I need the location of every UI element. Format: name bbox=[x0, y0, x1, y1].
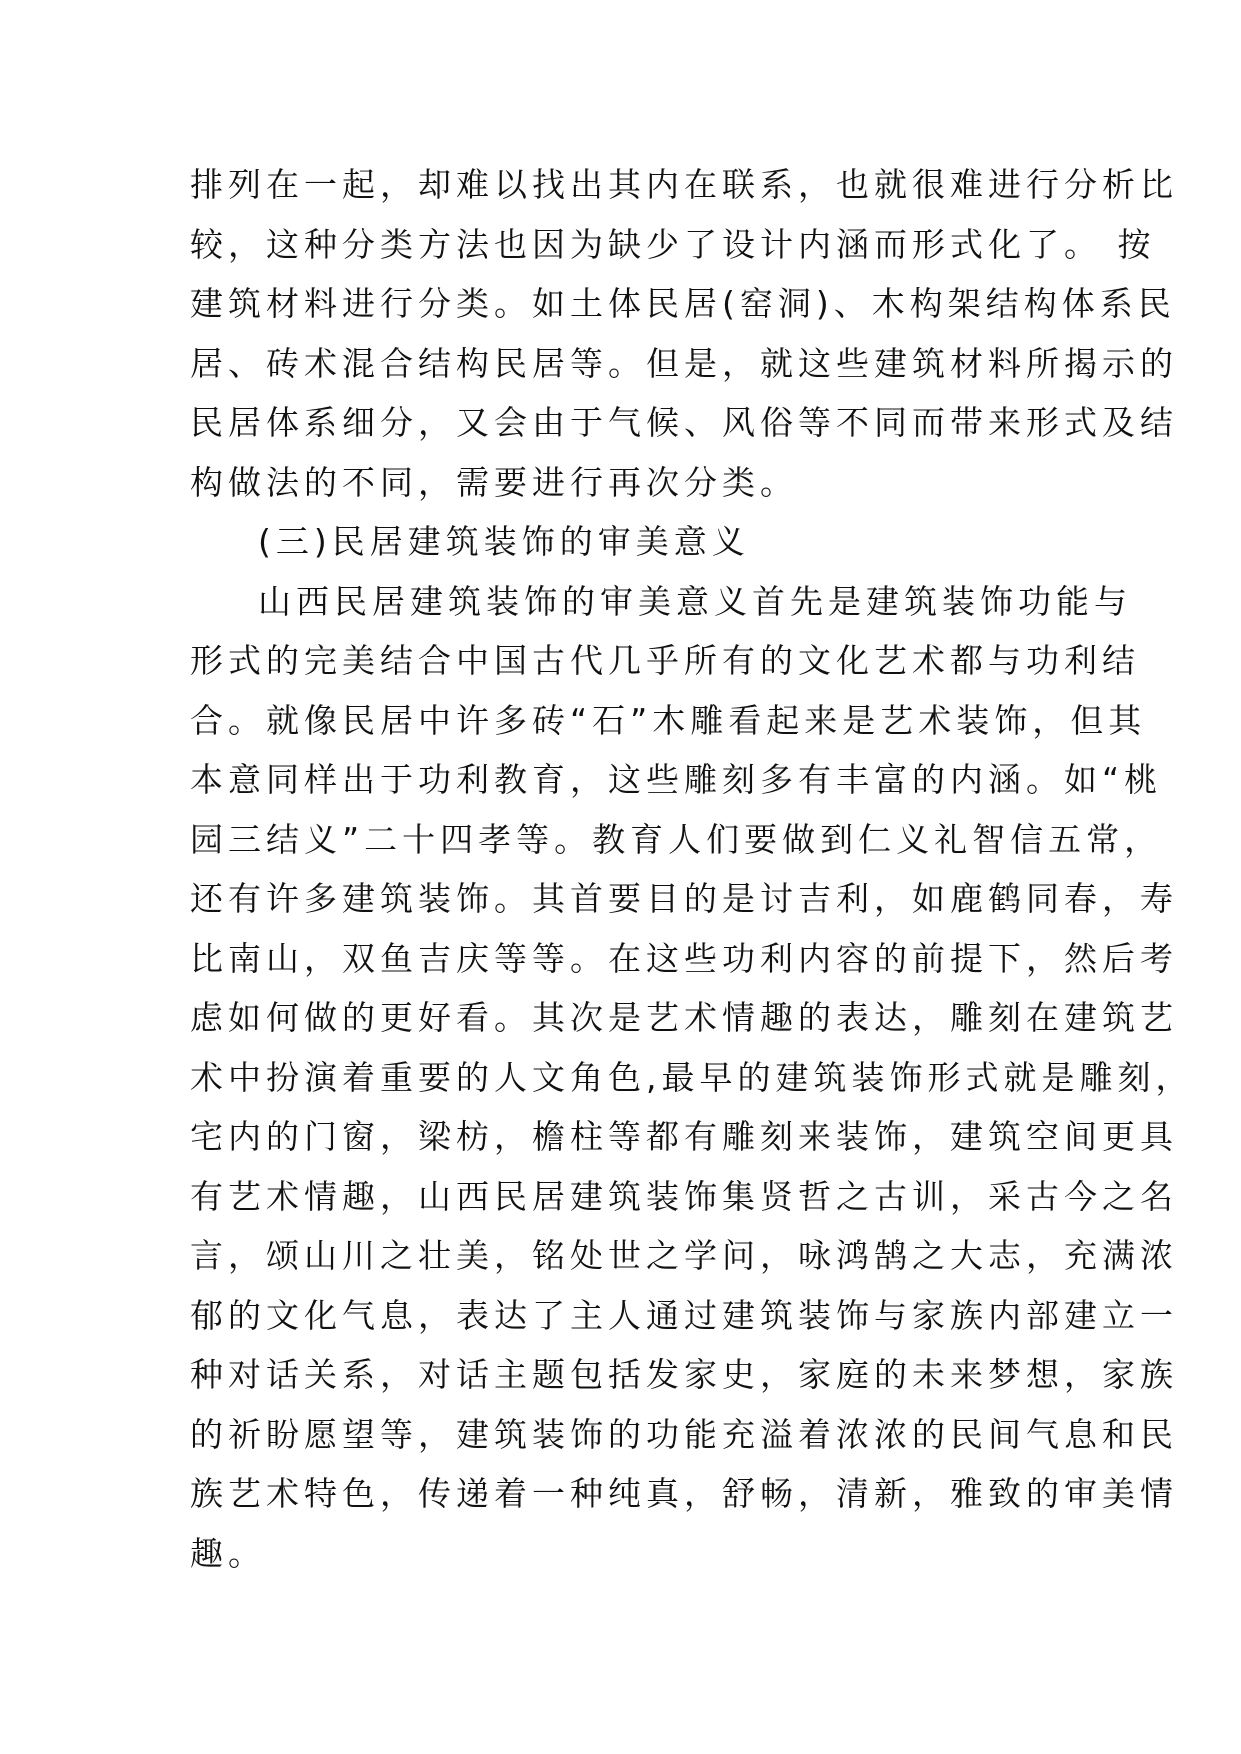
text-line: 民居体系细分，又会由于气候、风俗等不同而带来形式及结 bbox=[190, 403, 1178, 442]
text-line: 趣。 bbox=[190, 1533, 266, 1573]
text-line: 言，颂山川之壮美，铭处世之学问，咏鸿鹄之大志，充满浓 bbox=[190, 1236, 1178, 1275]
text-line: 合。就像民居中许多砖“石”木雕看起来是艺术装饰，但其 bbox=[190, 700, 1147, 740]
text-line: 有艺术情趣，山西民居建筑装饰集贤哲之古训，采古今之名 bbox=[190, 1176, 1178, 1216]
text-line: 种对话关系，对话主题包括发家史，家庭的未来梦想，家族 bbox=[190, 1355, 1178, 1394]
text-line: 虑如何做的更好看。其次是艺术情趣的表达，雕刻在建筑艺 bbox=[190, 998, 1178, 1037]
text-line: 本意同样出于功利教育，这些雕刻多有丰富的内涵。如“桃 bbox=[190, 760, 1163, 799]
text-line: 还有许多建筑装饰。其首要目的是讨吉利，如鹿鹤同春，寿 bbox=[190, 879, 1178, 918]
text-line: 居、砖术混合结构民居等。但是，就这些建筑材料所揭示的 bbox=[190, 343, 1178, 383]
section-heading: (三)民居建筑装饰的审美意义 bbox=[258, 522, 750, 561]
text-line: 的祈盼愿望等，建筑装饰的功能充溢着浓浓的民间气息和民 bbox=[190, 1414, 1178, 1454]
text-line: 形式的完美结合中国古代几乎所有的文化艺术都与功利结 bbox=[190, 641, 1140, 680]
text-line: 较，这种分类方法也因为缺少了设计内涵而形式化了。 按 bbox=[190, 224, 1156, 264]
body-text bbox=[190, 155, 1194, 1583]
paragraph-2 bbox=[190, 572, 1194, 1584]
text-line: 建筑材料进行分类。如土体民居(窑洞)、木构架结构体系民 bbox=[190, 284, 1176, 323]
text-line: 山西民居建筑装饰的审美意义首先是建筑装饰功能与 bbox=[258, 581, 1132, 621]
text-line: 构做法的不同，需要进行再次分类。 bbox=[190, 462, 798, 502]
text-line: 排列在一起，却难以找出其内在联系，也就很难进行分析比 bbox=[190, 165, 1178, 204]
text-line: 术中扮演着重要的人文角色,最早的建筑装饰形式就是雕刻， bbox=[190, 1057, 1194, 1097]
paragraph-1 bbox=[190, 155, 1178, 512]
text-line: 宅内的门窗，梁枋，檐柱等都有雕刻来装饰，建筑空间更具 bbox=[190, 1117, 1178, 1156]
text-line: 比南山，双鱼吉庆等等。在这些功利内容的前提下，然后考 bbox=[190, 938, 1178, 978]
text-line: 郁的文化气息，表达了主人通过建筑装饰与家族内部建立一 bbox=[190, 1295, 1178, 1335]
text-line: 园三结义”二十四孝等。教育人们要做到仁义礼智信五常， bbox=[190, 819, 1163, 859]
text-line: 族艺术特色，传递着一种纯真，舒畅，清新，雅致的审美情 bbox=[190, 1474, 1178, 1513]
